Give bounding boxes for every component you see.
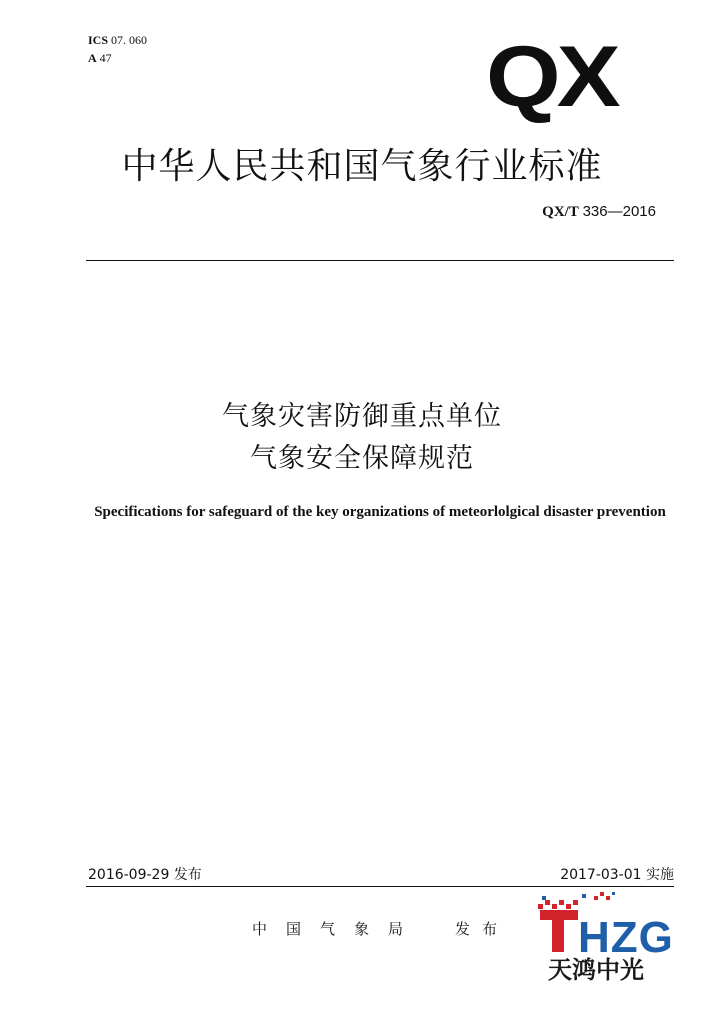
standard-number-value: 336—2016 [582,203,656,220]
class-code: A 47 [88,51,112,65]
standard-number [542,203,656,221]
ics-code: ICS 07. 060 [88,33,148,47]
watermark-letters: HZG [578,913,674,962]
qx-logo: QX [486,28,617,126]
issue-date: 2016-09-29 发布 [88,867,202,883]
title-cn-line1: 气象灾害防御重点单位 [222,401,502,432]
effective-date: 2017-03-01 实施 [560,867,674,883]
standard-number-prefix: QX/T [542,204,579,220]
standard-category-title: 中华人民共和国气象行业标准 [121,146,603,187]
header-divider [86,260,674,261]
title-cn-line2: 气象安全保障规范 [250,443,474,474]
publisher-action: 发布 [455,920,510,938]
footer-divider [86,886,674,887]
publisher-name: 中国气象局 [252,920,423,938]
watermark-letter-t [540,910,578,952]
classification-codes [88,31,147,67]
title-en: Specifications for safeguard of the key organizations of meteorlolgical disaster prevention [94,504,666,520]
watermark-pixel-dots [538,892,615,909]
watermark-caption: 天鸿中光 [548,956,644,984]
watermark-logo [538,892,678,984]
